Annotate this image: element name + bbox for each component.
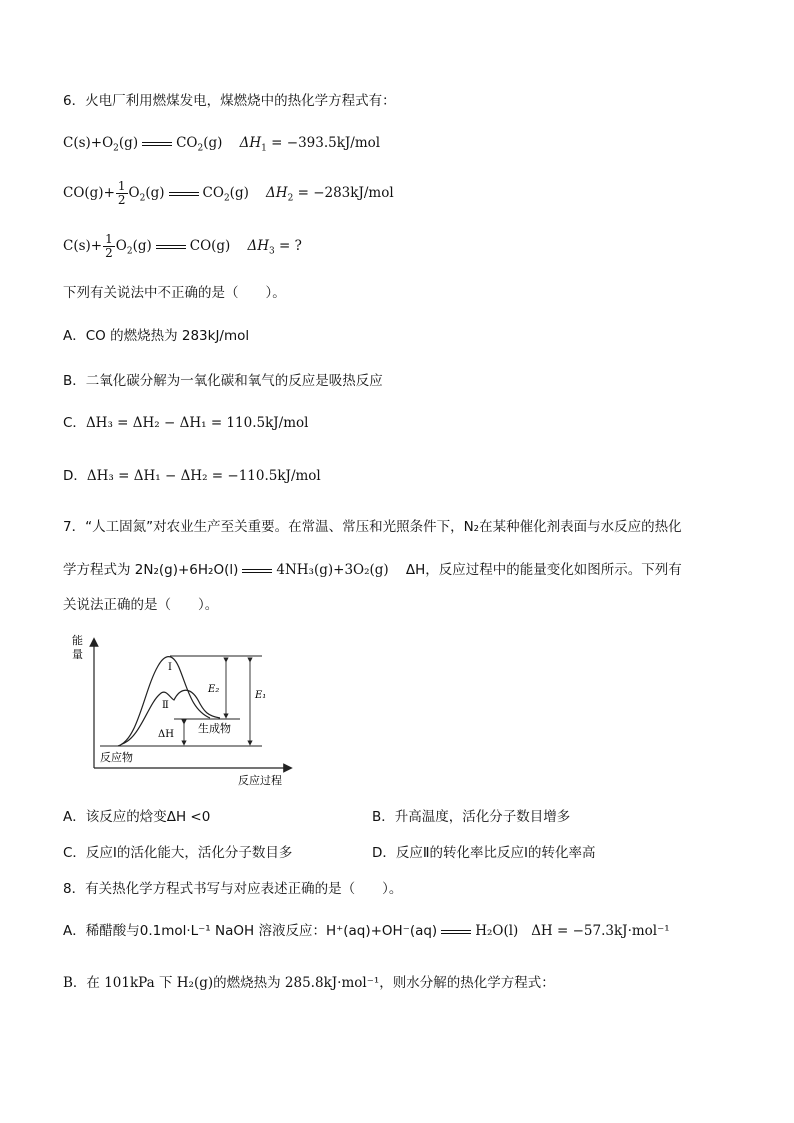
eq2-right2: (g) (229, 185, 249, 201)
q6-equation-2: CO(g)+ $\frac{1}{2}$ $O_2(g)$ $CO_2(g)$ $\Delta H_2 = -283kJ/mol$ (63, 179, 394, 207)
q8-stem: 8．有关热化学方程式书写与对应表述正确的是（ ）。 (63, 881, 403, 897)
q8-option-a (63, 922, 670, 940)
eq1-right: CO (176, 135, 198, 151)
eq3-left: C(s)+ (63, 238, 103, 254)
eq1-mid: (g) (118, 135, 139, 151)
eq3-o2: O (115, 238, 127, 254)
q6-option-b: B．二氧化碳分解为一氧化碳和氧气的反应是吸热反应 (63, 373, 383, 389)
eq3-right: CO(g) (189, 238, 231, 254)
q8-option-a-post: H₂O(l) (475, 923, 519, 939)
equals-arrow (156, 245, 186, 249)
eq2-o2g: (g) (145, 185, 165, 201)
x-label: 反应过程 (238, 774, 282, 787)
eq2-o2: O (128, 185, 140, 201)
equals-arrow (242, 569, 272, 573)
q8-option-b: B．在 101kPa 下 H₂(g)的燃烧热为 285.8kJ·mol⁻¹，则水分解的热化学方程式： (63, 975, 555, 991)
q7-stem-line3: 关说法正确的是（ ）。 (63, 597, 219, 613)
eq2-val: = −283kJ/mol (293, 185, 394, 201)
eq1-left: C(s)+O (63, 135, 114, 151)
q7-option-a: A．该反应的焓变ΔH <0 (63, 809, 211, 825)
eq1-dh: ΔH (239, 135, 262, 151)
q7-line2a: 学方程式为 2N₂(g)+6H₂O(l) (63, 562, 239, 578)
q7-stem-line2 (63, 561, 682, 579)
fraction-half (103, 233, 115, 260)
product-label: 生成物 (198, 722, 231, 735)
frac-den: 2 (117, 193, 126, 207)
q6-equation-3: C(s)+ $\frac{1}{2}$ $O_2(g)$ CO(g) $\Delta H_3$ = ? (63, 232, 302, 260)
y-label-2: 量 (72, 648, 83, 661)
y-label-1: 能 (72, 634, 83, 647)
equals-arrow (142, 142, 172, 146)
option-c-text: ΔH₃ = ΔH₂ − ΔH₁ = 110.5kJ/mol (85, 415, 309, 431)
eq2-dh-sub: 2 (287, 193, 294, 204)
eq2-right: CO (202, 185, 224, 201)
eq3-val: = ? (274, 238, 302, 254)
equals-arrow (169, 192, 199, 196)
q7-line2b: 4NH₃(g)+3O₂(g) (276, 562, 389, 578)
q6-option-d (63, 467, 321, 485)
eq3-o2g: (g) (132, 238, 152, 254)
q7-stem-line1: 7．“人工固氮”对农业生产至关重要。在常温、常压和光照条件下，N₂在某种催化剂表面与水反应的热化 (63, 519, 682, 535)
frac-num: 1 (105, 232, 113, 246)
q7-option-d: D．反应Ⅱ的转化率比反应Ⅰ的转化率高 (372, 845, 596, 861)
q6-equation-1: $C(s)+O_2(g)$ $CO_2(g)$ $\Delta H_1 = -393.5kJ/mol$ (63, 135, 381, 154)
fraction-half (116, 180, 128, 207)
eq1-dh-sub: 1 (261, 143, 267, 154)
eq3-dh: ΔH (247, 238, 270, 254)
q8-option-a-dh: ΔH = −57.3kJ·mol⁻¹ (531, 923, 670, 939)
q6-option-a: A．CO 的燃烧热为 283kJ/mol (63, 328, 250, 344)
e2-label: E₂ (208, 684, 220, 695)
frac-num: 1 (117, 179, 126, 193)
dh-label: ΔH (158, 729, 174, 740)
q8-option-a-pre: A．稀醋酸与0.1mol·L⁻¹ NaOH 溶液反应：H⁺(aq)+OH⁻(aq) (63, 923, 438, 939)
option-d-prefix: D． (63, 468, 87, 484)
q6-option-c (63, 414, 308, 432)
eq2-left: CO(g)+ (63, 185, 115, 201)
q6-stem: 6．火电厂利用燃煤发电，煤燃烧中的热化学方程式有： (63, 93, 396, 109)
q7-option-c: C．反应Ⅰ的活化能大，活化分子数目多 (63, 845, 293, 861)
frac-den: 2 (105, 246, 113, 260)
eq1-right2: (g) (203, 135, 223, 151)
q6-question: 下列有关说法中不正确的是（ ）。 (63, 285, 286, 301)
q7-option-b: B．升高温度，活化分子数目增多 (372, 809, 571, 825)
option-c-prefix: C． (63, 415, 86, 431)
energy-diagram (70, 630, 310, 790)
eq3-dh-sub: 3 (269, 246, 275, 257)
equals-arrow (441, 930, 471, 934)
eq2-dh: ΔH (266, 185, 288, 201)
curve-2-label: Ⅱ (162, 700, 169, 711)
option-d-text: ΔH₃ = ΔH₁ − ΔH₂ = −110.5kJ/mol (86, 468, 321, 484)
e1-label: E₁ (255, 690, 267, 701)
q7-line2c: ΔH，反应过程中的能量变化如图所示。下列有 (405, 562, 682, 578)
curve-1-label: Ⅰ (168, 662, 172, 673)
reactant-label: 反应物 (100, 751, 133, 764)
eq1-val: = −393.5kJ/mol (266, 135, 381, 151)
